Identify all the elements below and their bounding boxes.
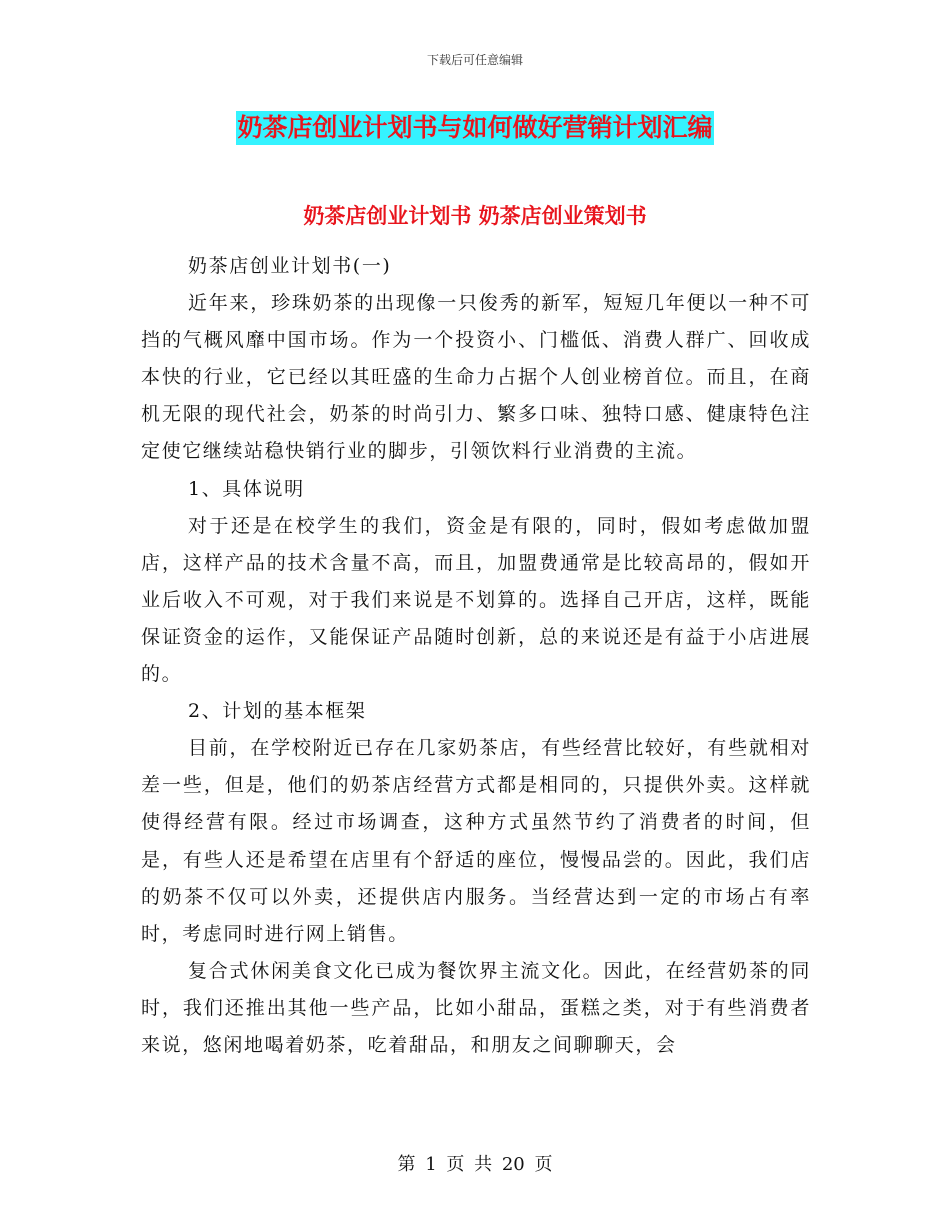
paragraph-composite-culture: 复合式休闲美食文化已成为餐饮界主流文化。因此，在经营奶茶的同时，我们还推出其他一些产品，比如小甜品，蛋糕之类，对于有些消费者来说，悠闲地喝着奶茶，吃着甜品，和朋友之间聊聊天，会 (141, 959, 811, 1056)
document-title: 奶茶店创业计划书与如何做好营销计划汇编 (236, 111, 713, 145)
paragraph-details: 对于还是在校学生的我们，资金是有限的，同时，假如考虑做加盟店，这样产品的技术含量不高，而且，加盟费通常是比较高昂的，假如开业后收入不可观，对于我们来说是不划算的。选择自己开店，这样，既能保证资金的运作，又能保证产品随时创新，总的来说还是有益于小店进展的。 (141, 514, 811, 686)
page-number-footer: 第 1 页 共 20 页 (397, 1154, 553, 1175)
page-header: 下载后可任意编辑 (426, 53, 523, 67)
document-body (141, 248, 811, 1064)
paragraph-framework: 目前，在学校附近已存在几家奶茶店，有些经营比较好，有些就相对差一些，但是，他们的奶茶店经营方式都是相同的，只提供外卖。这样就使得经营有限。经过市场调查，这种方式虽然节约了消费者的时间，但是，有些人还是希望在店里有个舒适的座位，慢慢品尝的。因此，我们店的奶茶不仅可以外卖，还提供店内服务。当经营达到一定的市场占有率时，考虑同时进行网上销售。 (141, 737, 811, 945)
paragraph-heading-details: 1、具体说明 (188, 477, 305, 500)
section-title: 奶茶店创业计划书 奶茶店创业策划书 (303, 204, 647, 228)
main-title-container (0, 111, 950, 145)
paragraph-heading-framework: 2、计划的基本框架 (188, 700, 367, 723)
paragraph-intro: 近年来，珍珠奶茶的出现像一只俊秀的新军，短短几年便以一种不可挡的气概风靡中国市场。作为一个投资小、门槛低、消费人群广、回收成本快的行业，它已经以其旺盛的生命力占据个人创业榜首位。而且，在商机无限的现代社会，奶茶的时尚引力、繁多口味、独特口感、健康特色注定使它继续站稳快销行业的脚步，引领饮料行业消费的主流。 (141, 292, 811, 463)
paragraph-heading-plan-one: 奶茶店创业计划书(一) (188, 255, 392, 277)
